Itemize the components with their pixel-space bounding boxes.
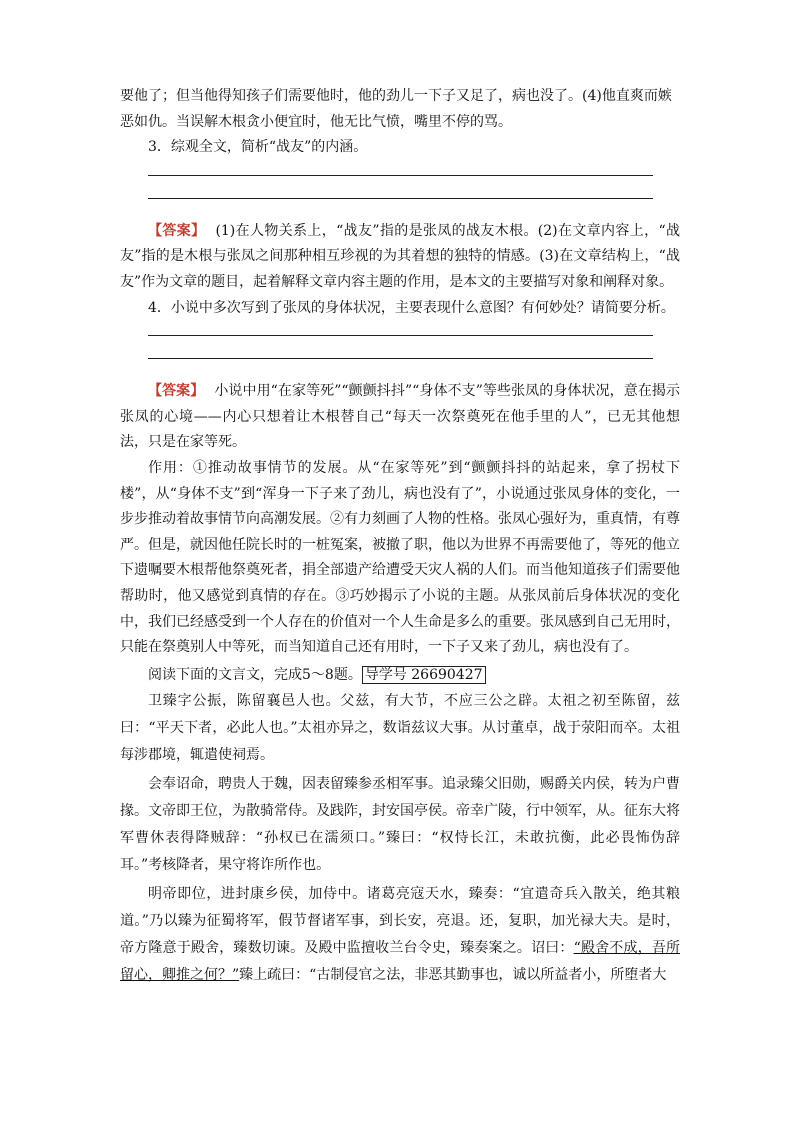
classical-3-part-a: 明帝即位，进封康乡侯，加侍中。诸葛亮寇天水，臻奏：“宜遣奇兵入散关，绝其粮道。”乃以臻为征蜀将军，假节督诸军事，到长安，亮退。还，复职，加光禄大夫。是时，帝方隆意于殿舍，臻数切谏。及殿中监擅收兰台令史，臻奏案之。诏曰： bbox=[120, 886, 680, 957]
answer-3 bbox=[120, 219, 680, 296]
answer-line bbox=[148, 198, 653, 199]
classical-paragraph-2: 会奉诏命，聘贵人于魏，因表留臻参丞相军事。追录臻父旧勋，赐爵关内侯，转为户曹掾。文帝即王位，为散骑常侍。及践阼，封安国亭侯。帝幸广陵，行中领军，从。征东大将军曹休表得降贼辞：“孙权已在濡须口。”臻曰：“权恃长江，未敢抗衡，此必畏怖伪辞耳。”考核降者，果守将诈所作也。 bbox=[120, 776, 680, 874]
paragraph-continuation-2: 恶如仇。当误解木根贪小便宜时，他无比气愤，嘴里不停的骂。 bbox=[120, 113, 512, 130]
classical-text bbox=[120, 688, 680, 989]
question-3: 3．综观全文，简析“战友”的内涵。 bbox=[148, 139, 368, 156]
answer-line bbox=[148, 335, 653, 336]
answer-4 bbox=[120, 379, 680, 456]
answer-4-text: 小说中用“在家等死”“颤颤抖抖”“身体不支”等些张凤的身体状况，意在揭示张凤的心境——内心只想着让木根替自己“每天一次祭奠死在他手里的人”，已无其他想法，只是在家等死。 bbox=[120, 383, 681, 451]
answer-label: 【答案】 bbox=[148, 222, 206, 239]
document-page bbox=[120, 84, 680, 989]
guide-number-box: 导学号 26690427 bbox=[362, 666, 486, 684]
instruction-text: 阅读下面的文言文，完成5～8题。 bbox=[148, 666, 362, 683]
paragraph-continuation-1: 要他了；但当他得知孩子们需要他时，他的劲儿一下子又足了，病也没了。(4)他直爽而嫉 bbox=[120, 88, 672, 104]
reading-instruction bbox=[120, 663, 680, 689]
answer-line bbox=[148, 358, 653, 359]
answer-line bbox=[148, 175, 653, 176]
underlined-sentence: “殿舍不成，吾所留心，卿推之何？” bbox=[120, 940, 680, 984]
classical-paragraph-1: 卫臻字公振，陈留襄邑人也。父兹，有大节，不应三公之辟。太祖之初至陈留，兹曰：“平天下者，必此人也。”太祖亦异之，数诣兹议大事。从讨董卓，战于荥阳而卒。太祖每涉郡境，辄遣使祠焉。 bbox=[120, 693, 680, 764]
answer-4-effect: 作用：①推动故事情节的发展。从“在家等死”到“颤颤抖抖的站起来，拿了拐杖下楼”，从“身体不支”到“浑身一下子来了劲儿，病也没有了”，小说通过张凤身体的变化，一步步推动着故事情节向高潮发展。②有力刻画了人物的性格。张凤心强好为，重真情，有尊严。但是，就因他任院长时的一桩冤案，被撤了职，他以为世界不再需要他了，等死的他立下遗嘱要木根帮他祭奠死者，捐全部遗产给遭受天灾人祸的人们。而当他知道孩子们需要他帮助时，他又感觉到真情的存在。③巧妙揭示了小说的主题。从张凤前后身体状况的变化中，我们已经感受到一个人存在的价值对一个人生命是多么的重要。张凤感到自己无用时，只能在祭奠别人中等死，而当知道自己还有用时，一下子又来了劲儿，病也没有了。 bbox=[120, 459, 680, 656]
answer-3-text: (1)在人物关系上，“战友”指的是张凤的战友木根。(2)在文章内容上，“战友”指的是木根与张凤之间那种相互珍视的为其着想的独特的情感。(3)在文章结构上，“战友”作为文章的题目，起着解释文章内容主题的作用，是本文的主要描写对象和阐释对象。 bbox=[120, 222, 681, 290]
classical-paragraph-3 bbox=[120, 881, 680, 989]
answer-label: 【答案】 bbox=[148, 383, 205, 400]
question-4: 4．小说中多次写到了张凤的身体状况，主要表现什么意图？有何妙处？请简要分析。 bbox=[148, 299, 675, 316]
classical-3-part-b: 臻上疏曰：“古制侵官之法，非恶其勤事也，诚以所益者小，所堕者大 bbox=[239, 967, 667, 984]
